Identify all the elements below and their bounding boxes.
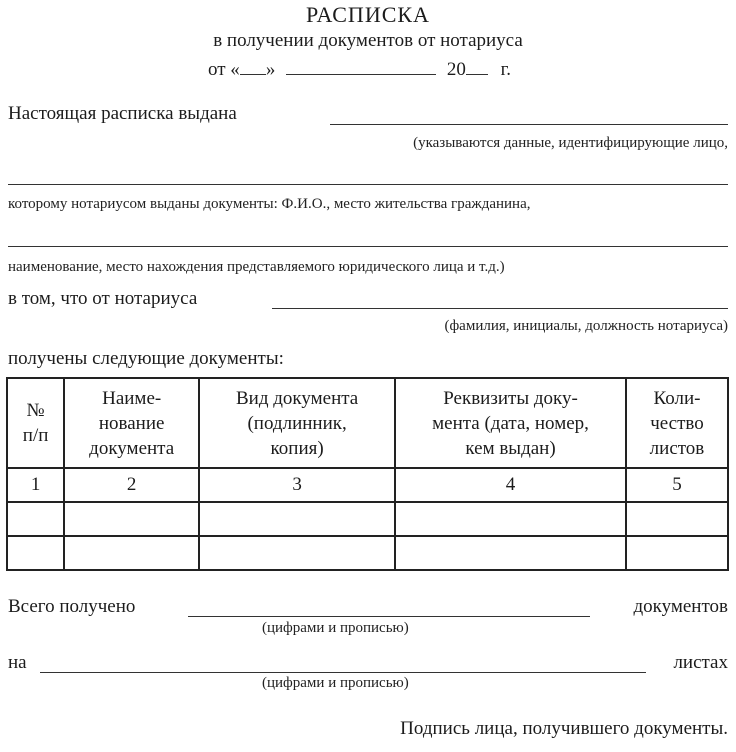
table-cell[interactable] [7,502,64,536]
notary-field[interactable] [272,308,728,309]
column-number-cell: 4 [395,468,626,502]
date-month-field[interactable] [286,56,436,75]
header-number: № п/п [7,378,64,468]
on-suffix: листах [673,652,728,673]
issued-field[interactable] [330,124,728,125]
date-prefix: от « [208,59,240,80]
total-hint: (цифрами и прописью) [262,620,409,636]
table-cell[interactable] [199,502,395,536]
table-cell[interactable] [626,536,728,570]
table-cell[interactable] [626,502,728,536]
table-cell[interactable] [64,502,199,536]
signature-label: Подпись лица, получившего документы. [400,718,728,739]
on-hint: (цифрами и прописью) [262,675,409,691]
date-suffix: г. [500,59,511,80]
notary-label: в том, что от нотариуса [8,288,198,309]
total-suffix: документов [633,596,728,617]
table-cell[interactable] [395,502,626,536]
table-cell[interactable] [199,536,395,570]
header-details: Реквизиты доку- мента (дата, номер, кем выдан) [395,378,626,468]
table-cell[interactable] [64,536,199,570]
date-mid: » [265,59,276,80]
table-row [7,502,728,536]
header-type: Вид документа (подлинник, копия) [199,378,395,468]
on-label: на [8,652,27,673]
table-row [7,536,728,570]
issued-field-line-3[interactable] [8,246,728,247]
column-number-cell: 1 [7,468,64,502]
issued-hint-2: которому нотариусом выданы документы: Ф.И.О., место жительства гражданина, [8,196,531,212]
column-number-cell: 5 [626,468,728,502]
date-year-field[interactable] [466,56,488,75]
table-cell[interactable] [395,536,626,570]
table-numbering-row [7,468,728,502]
total-label: Всего получено [8,596,136,617]
column-number-cell: 2 [64,468,199,502]
on-field[interactable] [40,672,646,673]
documents-table [6,377,729,571]
document-subtitle: в получении документов от нотариуса [213,30,523,51]
header-sheets: Коли- чество листов [626,378,728,468]
issued-field-line-2[interactable] [8,184,728,185]
received-label: получены следующие документы: [8,348,284,369]
table-header-row [7,378,728,468]
total-field[interactable] [188,616,590,617]
column-number-cell: 3 [199,468,395,502]
issued-hint-3: наименование, место нахождения представляемого юридического лица и т.д.) [8,259,505,275]
issued-hint: (указываются данные, идентифицирующие лицо, [413,135,728,151]
date-day-field[interactable] [240,56,266,75]
date-line [208,56,511,81]
table-cell[interactable] [7,536,64,570]
issued-label: Настоящая расписка выдана [8,103,237,124]
date-year-prefix: 20 [446,59,466,80]
document-title: РАСПИСКА [306,2,430,27]
notary-hint: (фамилия, инициалы, должность нотариуса) [444,318,728,334]
header-name: Наиме- нование документа [64,378,199,468]
